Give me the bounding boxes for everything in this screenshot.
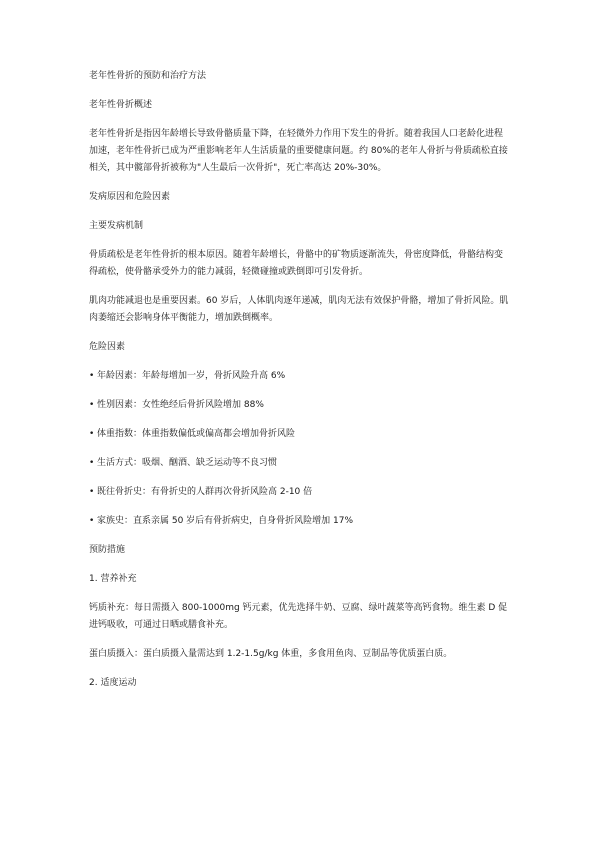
overview-heading: 老年性骨折概述	[89, 100, 153, 110]
bullet-icon: •	[89, 400, 95, 410]
risk-factors-list	[89, 368, 511, 530]
protein-paragraph: 蛋白质摄入：蛋白质摄入量需达到 1.2-1.5g/kg 体重，多食用鱼肉、豆制品等优质蛋白质。	[89, 649, 453, 659]
list-item-text: 家族史：直系亲属 50 岁后有骨折病史，自身骨折风险增加 17%	[97, 516, 354, 526]
list-item-text: 体重指数：体重指数偏低或偏高都会增加骨折风险	[97, 429, 296, 439]
list-item-text: 既往骨折史：有骨折史的人群再次骨折风险高 2-10 倍	[97, 487, 313, 497]
exercise-subheading: 2. 适度运动	[89, 678, 137, 688]
bullet-icon: •	[89, 371, 95, 381]
list-item	[89, 455, 511, 472]
list-item	[89, 484, 511, 501]
mechanism-paragraph-muscle: 肌肉功能减退也是重要因素。60 岁后，人体肌肉逐年递减，肌肉无法有效保护骨骼，增加了骨折风险。肌肉萎缩还会影响身体平衡能力，增加跌倒概率。	[89, 296, 509, 323]
list-item	[89, 426, 511, 443]
list-item-text: 年龄因素：年龄每增加一岁，骨折风险升高 6%	[97, 371, 286, 381]
list-item-text: 生活方式：吸烟、酗酒、缺乏运动等不良习惯	[97, 458, 278, 468]
document-title: 老年性骨折的预防和治疗方法	[89, 71, 207, 81]
mechanism-paragraph-osteoporosis: 骨质疏松是老年性骨折的根本原因。随着年龄增长，骨骼中的矿物质逐渐流失，骨密度降低，骨骼结构变得疏松，使骨骼承受外力的能力减弱，轻微碰撞或跌倒即可引发骨折。	[89, 250, 504, 277]
calcium-paragraph: 钙质补充：每日需摄入 800-1000mg 钙元素，优先选择牛奶、豆腐、绿叶蔬菜等高钙食物。维生素 D 促进钙吸收，可通过日晒或膳食补充。	[89, 603, 508, 630]
list-item-text: 性别因素：女性绝经后骨折风险增加 88%	[97, 400, 264, 410]
bullet-icon: •	[89, 458, 95, 468]
list-item	[89, 368, 511, 385]
document-body	[89, 68, 511, 704]
bullet-icon: •	[89, 487, 95, 497]
list-item	[89, 513, 511, 530]
list-item	[89, 397, 511, 414]
prevention-heading: 预防措施	[89, 545, 126, 555]
overview-paragraph: 老年性骨折是指因年龄增长导致骨骼质量下降，在轻微外力作用下发生的骨折。随着我国人口老龄化进程加速，老年性骨折已成为严重影响老年人生活质量的重要健康问题。约 80%的老年人骨折与骨质疏松直接相关，其中髋部骨折被称为"人生最后一次骨折"，死亡率高达 20%-30%。	[89, 129, 508, 173]
risk-factors-heading: 危险因素	[89, 342, 126, 352]
mechanism-heading: 主要发病机制	[89, 221, 144, 231]
nutrition-subheading: 1. 营养补充	[89, 574, 137, 584]
bullet-icon: •	[89, 516, 95, 526]
causes-heading: 发病原因和危险因素	[89, 192, 171, 202]
bullet-icon: •	[89, 429, 95, 439]
